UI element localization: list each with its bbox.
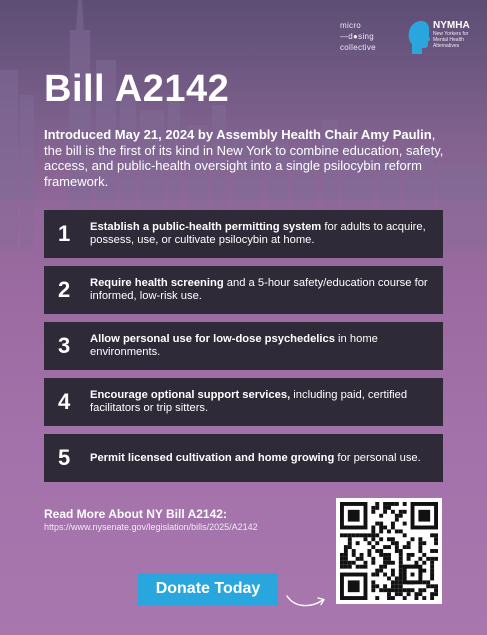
item-bold-text: Require health screening [90,277,224,289]
item-bold-text: Permit licensed cultivation and home growing [90,451,335,464]
item-number: 3 [58,333,71,358]
item-rest-text: including paid, certified facilitators or trip sitters. [90,389,408,414]
item-text [90,333,430,359]
list-item [44,322,443,370]
donate-button[interactable]: Donate Today [138,573,278,605]
microdosing-collective-logo [340,20,400,53]
page-title: Bill A2142 [44,68,230,110]
item-rest-text: for adults to acquire, possess, use, or cultivate psilocybin at home. [90,221,426,246]
nymha-logo [408,20,477,54]
logo-line-micro: micro [340,21,362,30]
list-item [44,378,443,426]
nymha-name: NYMHA [433,20,470,31]
item-number: 2 [58,277,71,302]
item-number: 5 [58,445,71,470]
list-item [44,434,443,482]
partner-logos [340,20,477,54]
head-silhouette-icon [408,20,430,54]
intro-lead: Introduced May 21, 2024 by Assembly Health Chair Amy Paulin [44,127,432,142]
item-text [90,389,430,415]
bill-url-link[interactable]: https://www.nysenate.gov/legislation/bills/2025/A2142 [44,522,258,532]
item-number: 4 [58,389,71,414]
intro-rest: , the bill is the first of its kind in New York to combine education, safety, access, and public-health oversight into a single psilocybin reform framework. [44,127,444,189]
item-rest-text: in home environments. [90,333,378,358]
item-text [90,221,430,247]
list-item [44,266,443,314]
logo-line-collective: collective [340,43,376,52]
bill-provisions-list [44,210,443,490]
item-bold-text: Establish a public-health permitting system [90,221,322,233]
item-text [90,277,430,303]
item-bold-text: Allow personal use for low-dose psychedelics [90,333,335,345]
qr-code[interactable] [336,498,442,604]
read-more-heading: Read More About NY Bill A2142: [44,507,227,521]
item-rest-text: and a 5-hour safety/education course for informed, low-risk use. [90,277,428,302]
item-text [90,452,430,465]
curved-arrow-icon [285,590,330,610]
logo-line-dosing: —d●sing [340,32,375,41]
item-rest-text: for personal use. [334,451,421,464]
intro-paragraph [44,127,449,189]
list-item [44,210,443,258]
item-bold-text: Encourage optional support services, [90,389,291,401]
nymha-tagline: New Yorkers for Mental Health Alternatives [433,31,469,49]
item-number: 1 [58,221,71,246]
